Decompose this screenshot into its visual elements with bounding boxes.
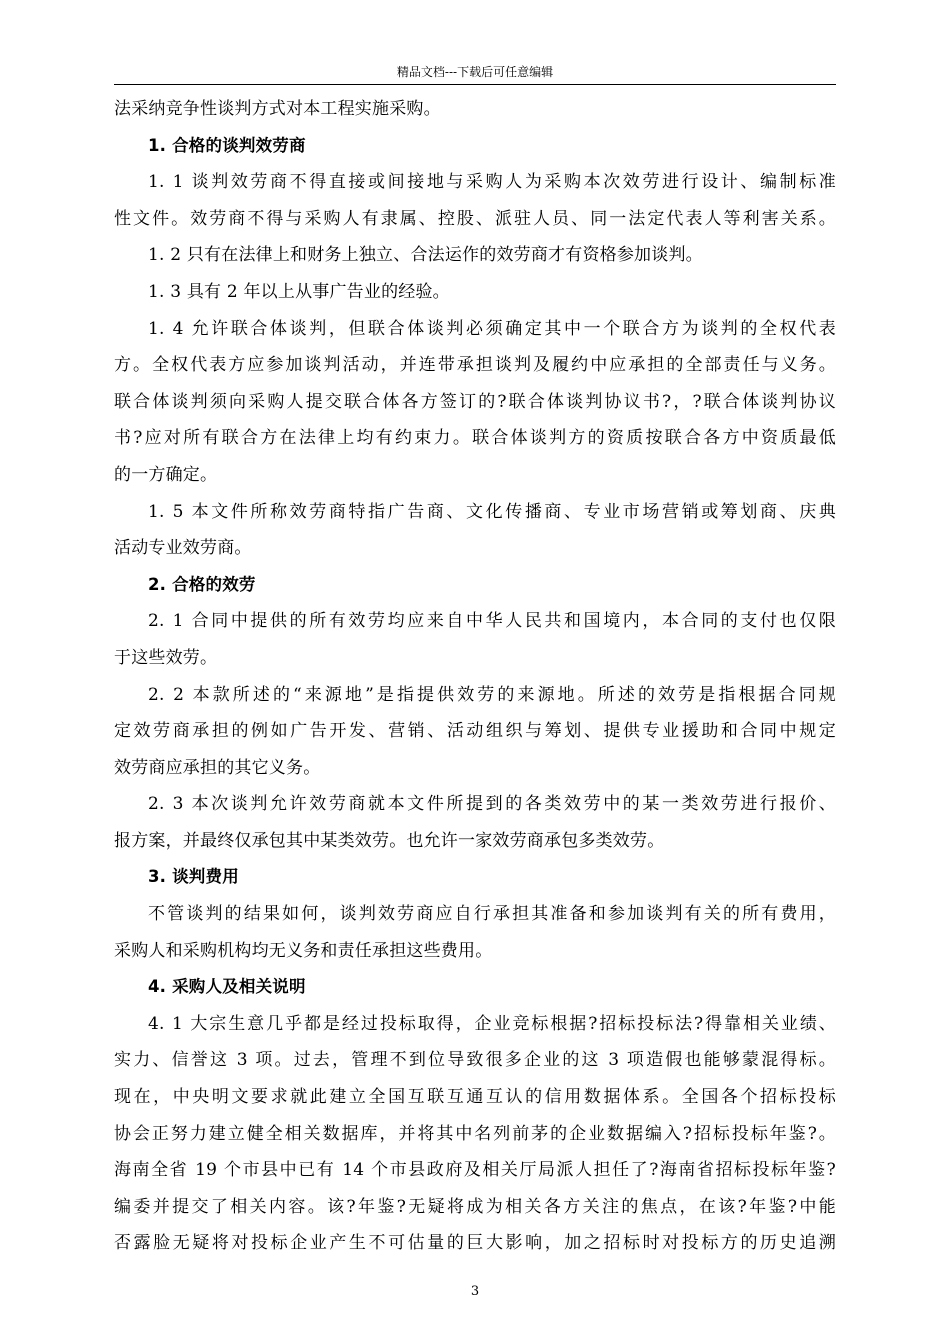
text-line: 效劳商应承担的其它义务。: [114, 757, 321, 778]
text-line: 1. 1 谈判效劳商不得直接或间接地与采购人为采购本次效劳进行设计、编制标准: [148, 172, 836, 193]
text-line: 1. 3 具有 2 年以上从事广告业的经验。: [148, 281, 450, 302]
text-line: 4. 1 大宗生意几乎都是经过投标取得，企业竞标根据?招标投标法?得靠相关业绩、: [148, 1013, 836, 1034]
section-heading-3: 3. 谈判费用: [148, 867, 239, 887]
text-line: 报方案，并最终仅承包其中某类效劳。也允许一家效劳商承包多类效劳。: [114, 830, 665, 851]
section-heading-4: 4. 采购人及相关说明: [148, 977, 306, 997]
section-heading-1: 1. 合格的谈判效劳商: [148, 135, 306, 155]
text-line: 联合体谈判须向采购人提交联合体各方签订的?联合体谈判协议书?，?联合体谈判协议: [114, 391, 836, 412]
text-line: 于这些效劳。: [114, 647, 218, 668]
text-line: 2. 2 本款所述的“来源地”是指提供效劳的来源地。所述的效劳是指根据合同规: [148, 684, 836, 705]
text-line: 海南全省 19 个市县中已有 14 个市县政府及相关厅局派人担任了?海南省招标投标年鉴?: [114, 1160, 836, 1181]
text-line: 否露脸无疑将对投标企业产生不可估量的巨大影响，加之招标时对投标方的历史追溯: [114, 1233, 836, 1254]
text-line: 方。全权代表方应参加谈判活动，并连带承担谈判及履约中应承担的全部责任与义务。: [114, 355, 836, 376]
text-line: 书?应对所有联合方在法律上均有约束力。联合体谈判方的资质按联合各方中资质最低: [114, 428, 836, 449]
page-number: 3: [470, 1284, 480, 1299]
text-line: 实力、信誉这 3 项。过去，管理不到位导致很多企业的这 3 项造假也能够蒙混得标。: [114, 1050, 836, 1071]
document-body: [114, 91, 836, 1262]
text-line: 1. 2 只有在法律上和财务上独立、合法运作的效劳商才有资格参加谈判。: [148, 245, 703, 266]
text-line: 的一方确定。: [114, 464, 218, 485]
text-line: 2. 3 本次谈判允许效劳商就本文件所提到的各类效劳中的某一类效劳进行报价、: [148, 794, 836, 815]
text-line: 法采纳竞争性谈判方式对本工程实施采购。: [114, 99, 441, 119]
section-heading-2: 2. 合格的效劳: [148, 574, 256, 594]
page-header: 精品文档---下载后可任意编辑: [396, 65, 554, 79]
text-line: 1. 4 允许联合体谈判，但联合体谈判必须确定其中一个联合方为谈判的全权代表: [148, 318, 836, 339]
text-line: 定效劳商承担的例如广告开发、营销、活动组织与筹划、提供专业援助和合同中规定: [114, 721, 836, 742]
text-line: 编委并提交了相关内容。该?年鉴?无疑将成为相关各方关注的焦点，在该?年鉴?中能: [114, 1196, 836, 1217]
text-line: 活动专业效劳商。: [114, 538, 252, 559]
text-line: 协会正努力建立健全相关数据库，并将其中名列前茅的企业数据编入?招标投标年鉴?。: [114, 1123, 836, 1144]
text-line: 2. 1 合同中提供的所有效劳均应来自中华人民共和国境内，本合同的支付也仅限: [148, 611, 836, 632]
text-line: 1. 5 本文件所称效劳商特指广告商、文化传播商、专业市场营销或筹划商、庆典: [148, 501, 836, 522]
text-line: 采购人和采购机构均无义务和责任承担这些费用。: [114, 940, 493, 961]
text-line: 现在，中央明文要求就此建立全国互联互通互认的信用数据体系。全国各个招标投标: [114, 1087, 836, 1108]
header-divider: [114, 84, 836, 85]
text-line: 性文件。效劳商不得与采购人有隶属、控股、派驻人员、同一法定代表人等利害关系。: [114, 208, 836, 229]
text-line: 不管谈判的结果如何，谈判效劳商应自行承担其准备和参加谈判有关的所有费用，: [148, 904, 836, 925]
